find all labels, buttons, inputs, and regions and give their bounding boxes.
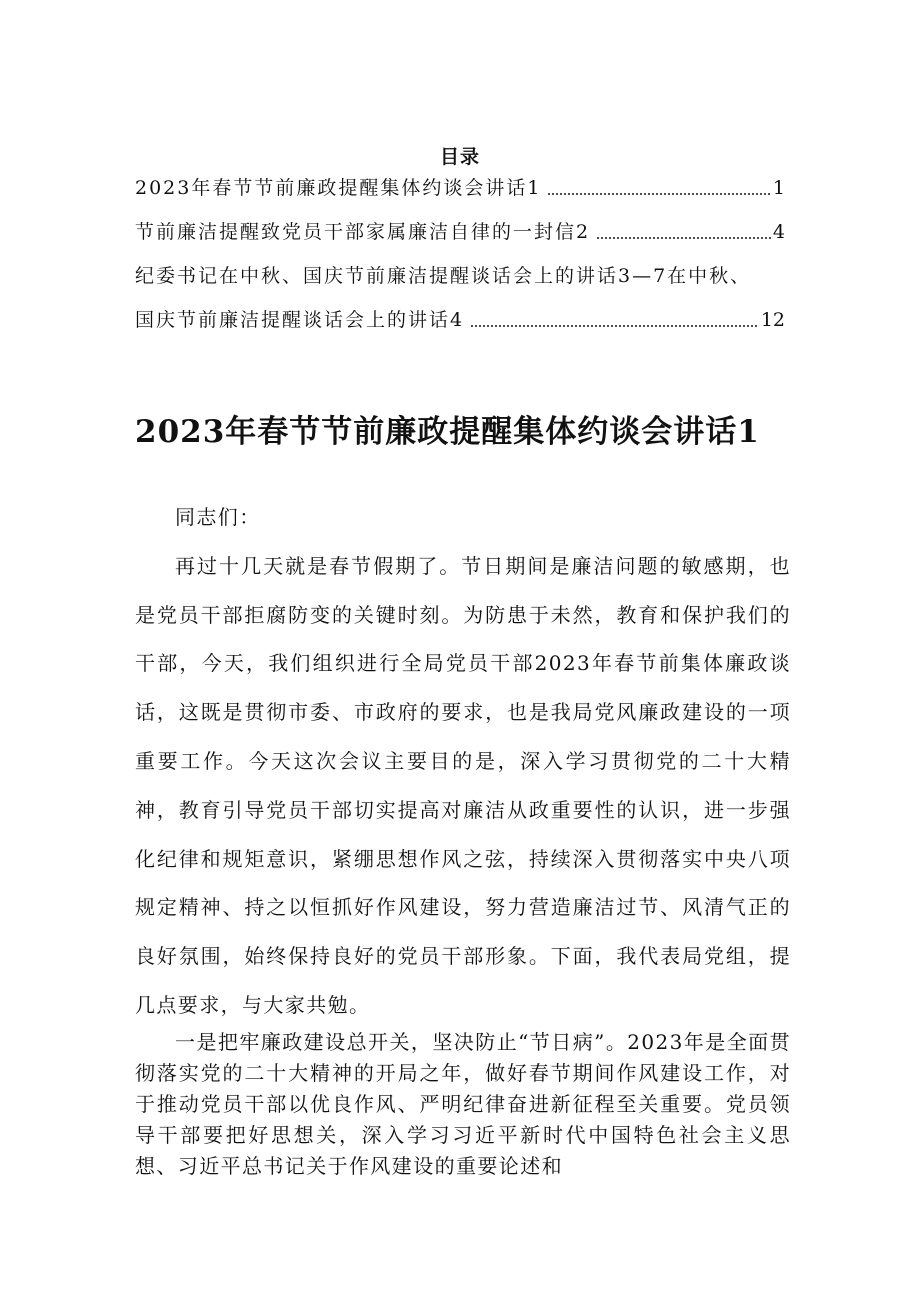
toc-entry-text: 2023年春节节前廉政提醒集体约谈会讲话1 xyxy=(135,177,542,199)
toc-entry-page: 4 xyxy=(772,221,785,243)
toc-entry-text: 节前廉洁提醒致党员干部家属廉洁自律的一封信2 xyxy=(135,221,591,243)
toc-entry-text: 国庆节前廉洁提醒谈话会上的讲话4 xyxy=(135,309,465,331)
toc-leader-dots xyxy=(596,236,771,240)
section-heading: 2023年春节节前廉政提醒集体约谈会讲话1 xyxy=(135,414,760,450)
body-paragraph: 一是把牢廉政建设总开关，坚决防止“节日病”。2023年是全面贯彻落实党的二十大精神的开局之年，做好春节期间作风建设工作，对于推动党员干部以优良作风、严明纪律奋进新征程至关重要。党员领导干部要把好思想关，深入学习习近平新时代中国特色社会主义思想、习近平总书记关于作风建设的重要论述和 xyxy=(135,1030,791,1178)
greeting: 同志们： xyxy=(175,505,261,529)
speech-body xyxy=(135,493,791,1030)
toc-entry-text: 纪委书记在中秋、国庆节前廉洁提醒谈话会上的讲话3—7在中秋、 xyxy=(135,265,752,287)
toc-entry[interactable] xyxy=(135,166,785,210)
toc-entry-page: 12 xyxy=(760,309,785,331)
speech-body-continued xyxy=(135,1027,791,1182)
toc-leader-dots xyxy=(547,192,770,196)
toc-entry-page: 1 xyxy=(772,177,785,199)
toc-entry[interactable] xyxy=(135,210,785,254)
body-paragraph: 再过十几天就是春节假期了。节日期间是廉洁问题的敏感期，也是党员干部拒腐防变的关键时刻。为防患于未然，教育和保护我们的干部，今天，我们组织进行全局党员干部2023年春节前集体廉政谈话，这既是贯彻市委、市政府的要求，也是我局党风廉政建设的一项重要工作。今天这次会议主要目的是，深入学习贯彻党的二十大精神，教育引导党员干部切实提高对廉洁从政重要性的认识，进一步强化纪律和规矩意识，紧绷思想作风之弦，持续深入贯彻落实中央八项规定精神、持之以恒抓好作风建设，努力营造廉洁过节、风清气正的良好氛围，始终保持良好的党员干部形象。下面，我代表局党组，提几点要求，与大家共勉。 xyxy=(135,553,791,1017)
toc-title: 目录 xyxy=(439,146,480,168)
toc-entry[interactable] xyxy=(135,254,785,298)
toc-entry[interactable] xyxy=(135,298,785,342)
table-of-contents xyxy=(135,166,785,342)
toc-leader-dots xyxy=(470,324,759,328)
